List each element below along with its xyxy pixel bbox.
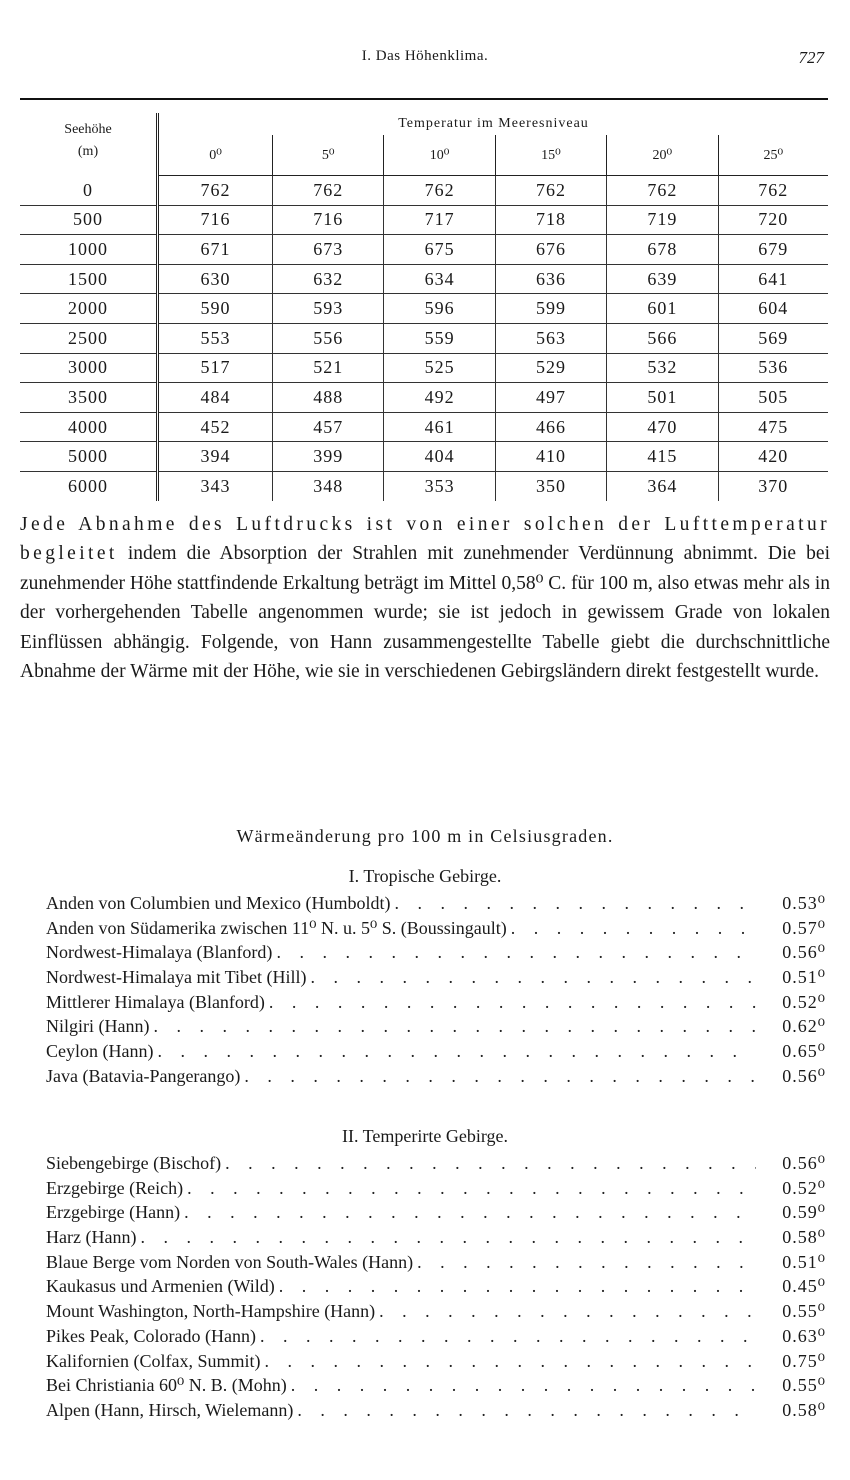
location-name: Harz (Hann) <box>46 1227 137 1248</box>
location-name: Nilgiri (Hann) <box>46 1016 150 1037</box>
pressure-cell: 762 <box>158 176 273 206</box>
pressure-cell: 632 <box>273 264 384 294</box>
warmth-table-title: Wärmeänderung pro 100 m in Celsiusgraden. <box>236 826 614 846</box>
pressure-cell: 762 <box>495 176 606 206</box>
pressure-cell: 394 <box>158 442 273 472</box>
column-header-temp: 25⁰ <box>718 135 828 176</box>
dot-leader <box>297 1400 756 1421</box>
list-item <box>46 992 826 1017</box>
dot-leader <box>244 1066 756 1087</box>
dot-leader <box>153 1016 756 1037</box>
table-row <box>20 205 828 235</box>
table-top-rule <box>20 98 828 100</box>
pressure-cell: 641 <box>718 264 828 294</box>
dot-leader <box>187 1178 756 1199</box>
list-item <box>46 1252 826 1277</box>
column-header-temp: 15⁰ <box>495 135 606 176</box>
pressure-cell: 484 <box>158 383 273 413</box>
dot-leader <box>394 893 756 914</box>
pressure-cell: 415 <box>607 442 718 472</box>
rate-value: 0.59⁰ <box>782 1202 826 1223</box>
pressure-cell: 521 <box>273 353 384 383</box>
pressure-cell: 348 <box>273 471 384 500</box>
list-item <box>46 1351 826 1376</box>
pressure-cell: 536 <box>718 353 828 383</box>
location-name: Pikes Peak, Colorado (Hann) <box>46 1325 256 1346</box>
dot-leader <box>417 1252 756 1273</box>
pressure-cell: 505 <box>718 383 828 413</box>
pressure-cell: 634 <box>384 264 495 294</box>
altitude-cell: 500 <box>20 205 158 235</box>
paragraph-lead: Jede Abnahme des Luftdrucks ist von einer solchen der Lufttemperatur begleitet <box>20 514 830 565</box>
pressure-cell: 593 <box>273 294 384 324</box>
rate-value: 0.52⁰ <box>782 1177 826 1198</box>
table-row <box>20 442 828 472</box>
dot-leader <box>260 1326 756 1347</box>
pressure-cell: 404 <box>384 442 495 472</box>
pressure-cell: 566 <box>607 323 718 353</box>
column-header-temp: 5⁰ <box>273 135 384 176</box>
table-row <box>20 471 828 500</box>
dot-leader <box>184 1202 756 1223</box>
pressure-cell: 461 <box>384 412 495 442</box>
list-item <box>46 1202 826 1227</box>
pressure-cell: 599 <box>495 294 606 324</box>
pressure-cell: 353 <box>384 471 495 500</box>
running-title: I. Das Höhenklima. <box>361 48 489 64</box>
altitude-cell: 1000 <box>20 235 158 265</box>
rate-value: 0.63⁰ <box>782 1325 826 1346</box>
section-title-tropical: I. Tropische Gebirge. <box>348 866 502 886</box>
rate-value: 0.56⁰ <box>782 1065 826 1086</box>
location-name: Erzgebirge (Hann) <box>46 1202 181 1223</box>
altitude-cell: 5000 <box>20 442 158 472</box>
pressure-cell: 466 <box>495 412 606 442</box>
rate-value: 0.55⁰ <box>782 1375 826 1396</box>
column-header-temp: 10⁰ <box>384 135 495 176</box>
location-name: Nordwest-Himalaya mit Tibet (Hill) <box>46 967 307 988</box>
list-item <box>46 1178 826 1203</box>
pressure-cell: 501 <box>607 383 718 413</box>
list-item <box>46 1227 826 1252</box>
pressure-cell: 675 <box>384 235 495 265</box>
location-name: Bei Christiania 60⁰ N. B. (Mohn) <box>46 1375 287 1396</box>
rate-value: 0.58⁰ <box>782 1227 826 1248</box>
table-row <box>20 353 828 383</box>
dot-leader <box>269 992 756 1013</box>
dot-leader <box>511 918 756 939</box>
pressure-cell: 671 <box>158 235 273 265</box>
table-row <box>20 323 828 353</box>
pressure-cell: 497 <box>495 383 606 413</box>
column-header-altitude: Seehöhe (m) <box>20 113 158 176</box>
pressure-cell: 636 <box>495 264 606 294</box>
rate-value: 0.51⁰ <box>782 1251 826 1272</box>
pressure-cell: 532 <box>607 353 718 383</box>
pressure-cell: 639 <box>607 264 718 294</box>
list-item <box>46 893 826 918</box>
pressure-cell: 559 <box>384 323 495 353</box>
running-header <box>0 48 850 72</box>
location-name: Blaue Berge vom Norden von South-Wales (Hann) <box>46 1251 414 1272</box>
list-item <box>46 967 826 992</box>
list-item <box>46 1041 826 1066</box>
pressure-cell: 720 <box>718 205 828 235</box>
body-paragraph <box>20 510 830 686</box>
rate-value: 0.58⁰ <box>782 1399 826 1420</box>
list-item <box>46 1400 826 1425</box>
location-name: Mittlerer Himalaya (Blanford) <box>46 991 265 1012</box>
pressure-cell: 762 <box>718 176 828 206</box>
rate-value: 0.75⁰ <box>782 1350 826 1371</box>
table-row <box>20 176 828 206</box>
pressure-cell: 364 <box>607 471 718 500</box>
pressure-cell: 676 <box>495 235 606 265</box>
rate-value: 0.56⁰ <box>782 1153 826 1173</box>
altitude-cell: 2000 <box>20 294 158 324</box>
altitude-cell: 4000 <box>20 412 158 442</box>
pressure-table-body <box>20 176 828 501</box>
location-name: Anden von Südamerika zwischen 11⁰ N. u. 5⁰ S. (Boussingault) <box>46 917 507 938</box>
altitude-cell: 3000 <box>20 353 158 383</box>
dot-leader <box>276 942 756 963</box>
pressure-cell: 762 <box>384 176 495 206</box>
dot-leader <box>291 1375 756 1396</box>
pressure-cell: 475 <box>718 412 828 442</box>
pressure-cell: 569 <box>718 323 828 353</box>
altitude-cell: 3500 <box>20 383 158 413</box>
altitude-cell: 0 <box>20 176 158 206</box>
pressure-cell: 492 <box>384 383 495 413</box>
altitude-cell: 1500 <box>20 264 158 294</box>
pressure-cell: 470 <box>607 412 718 442</box>
pressure-cell: 762 <box>273 176 384 206</box>
dot-leader <box>140 1227 756 1248</box>
list-item <box>46 1066 826 1091</box>
column-header-temp: 20⁰ <box>607 135 718 176</box>
table-row <box>20 264 828 294</box>
pressure-cell: 630 <box>158 264 273 294</box>
rate-value: 0.56⁰ <box>782 942 826 963</box>
dot-leader <box>310 967 756 988</box>
list-item <box>46 942 826 967</box>
rate-value: 0.51⁰ <box>782 967 826 988</box>
pressure-cell: 488 <box>273 383 384 413</box>
location-name: Erzgebirge (Reich) <box>46 1177 184 1198</box>
pressure-cell: 553 <box>158 323 273 353</box>
pressure-cell: 673 <box>273 235 384 265</box>
pressure-cell: 517 <box>158 353 273 383</box>
location-name: Kalifornien (Colfax, Summit) <box>46 1350 261 1371</box>
dot-leader <box>379 1301 756 1322</box>
list-item <box>46 1016 826 1041</box>
pressure-cell: 590 <box>158 294 273 324</box>
dot-leader <box>157 1041 756 1062</box>
location-name: Nordwest-Himalaya (Blanford) <box>46 942 273 963</box>
location-name: Alpen (Hann, Hirsch, Wielemann) <box>46 1399 294 1420</box>
temperate-list <box>46 1153 826 1425</box>
location-name: Anden von Columbien und Mexico (Humboldt) <box>46 893 391 913</box>
rate-value: 0.65⁰ <box>782 1041 826 1062</box>
pressure-cell: 716 <box>158 205 273 235</box>
table-row <box>20 412 828 442</box>
rate-value: 0.53⁰ <box>782 893 826 913</box>
pressure-cell: 679 <box>718 235 828 265</box>
list-item <box>46 1375 826 1400</box>
altitude-cell: 2500 <box>20 323 158 353</box>
pressure-cell: 457 <box>273 412 384 442</box>
table-row <box>20 294 828 324</box>
list-item <box>46 1276 826 1301</box>
rate-value: 0.52⁰ <box>782 991 826 1012</box>
table-row <box>20 383 828 413</box>
table-row <box>20 235 828 265</box>
pressure-table <box>20 113 828 501</box>
list-item <box>46 918 826 943</box>
altitude-cell: 6000 <box>20 471 158 500</box>
list-item <box>46 1301 826 1326</box>
pressure-cell: 717 <box>384 205 495 235</box>
tropical-list <box>46 893 826 1091</box>
rate-value: 0.57⁰ <box>782 917 826 938</box>
dot-leader <box>279 1276 756 1297</box>
pressure-cell: 410 <box>495 442 606 472</box>
pressure-cell: 350 <box>495 471 606 500</box>
pressure-cell: 678 <box>607 235 718 265</box>
pressure-cell: 420 <box>718 442 828 472</box>
dot-leader <box>225 1153 756 1174</box>
pressure-cell: 718 <box>495 205 606 235</box>
pressure-cell: 604 <box>718 294 828 324</box>
pressure-cell: 525 <box>384 353 495 383</box>
pressure-cell: 716 <box>273 205 384 235</box>
location-name: Mount Washington, North-Hampshire (Hann) <box>46 1301 376 1322</box>
pressure-cell: 343 <box>158 471 273 500</box>
pressure-cell: 762 <box>607 176 718 206</box>
pressure-cell: 529 <box>495 353 606 383</box>
location-name: Siebengebirge (Bischof) <box>46 1153 222 1173</box>
pressure-cell: 370 <box>758 475 789 496</box>
location-name: Java (Batavia-Pangerango) <box>46 1065 241 1086</box>
pressure-cell: 556 <box>273 323 384 353</box>
section-title-temperate: II. Temperirte Gebirge. <box>341 1126 508 1146</box>
page-number: 727 <box>798 48 824 67</box>
pressure-cell: 563 <box>495 323 606 353</box>
list-item <box>46 1326 826 1351</box>
paragraph-text: indem die Absorption der Strahlen mit zunehmender Verdünnung abnimmt. Die bei zunehmender Höhe stattfindende Erkaltung beträgt im Mittel 0,58⁰ C. für 100 m, also etwas mehr als in der vorhergehenden Tabelle angenommen wurde; sie ist jedoch in gewissem Grade von lokalen Einflüssen abhängig. Folgende, von Hann zusammengestellte Tabelle giebt die durchschnittliche Abnahme der Wärme mit der Höhe, wie sie in verschiedenen Gebirgsländern direkt festgestellt wurde. <box>20 543 830 683</box>
rate-value: 0.55⁰ <box>782 1301 826 1322</box>
column-header-temp: 0⁰ <box>158 135 273 176</box>
dot-leader <box>264 1351 756 1372</box>
location-name: Kaukasus und Armenien (Wild) <box>46 1276 275 1297</box>
pressure-cell: 452 <box>158 412 273 442</box>
location-name: Ceylon (Hann) <box>46 1041 154 1062</box>
column-group-header: Temperatur im Meeresniveau <box>398 116 589 131</box>
list-item <box>46 1153 826 1178</box>
rate-value: 0.45⁰ <box>782 1276 826 1297</box>
pressure-cell: 601 <box>607 294 718 324</box>
pressure-cell: 719 <box>607 205 718 235</box>
rate-value: 0.62⁰ <box>782 1016 826 1037</box>
pressure-cell: 596 <box>384 294 495 324</box>
pressure-cell: 399 <box>273 442 384 472</box>
